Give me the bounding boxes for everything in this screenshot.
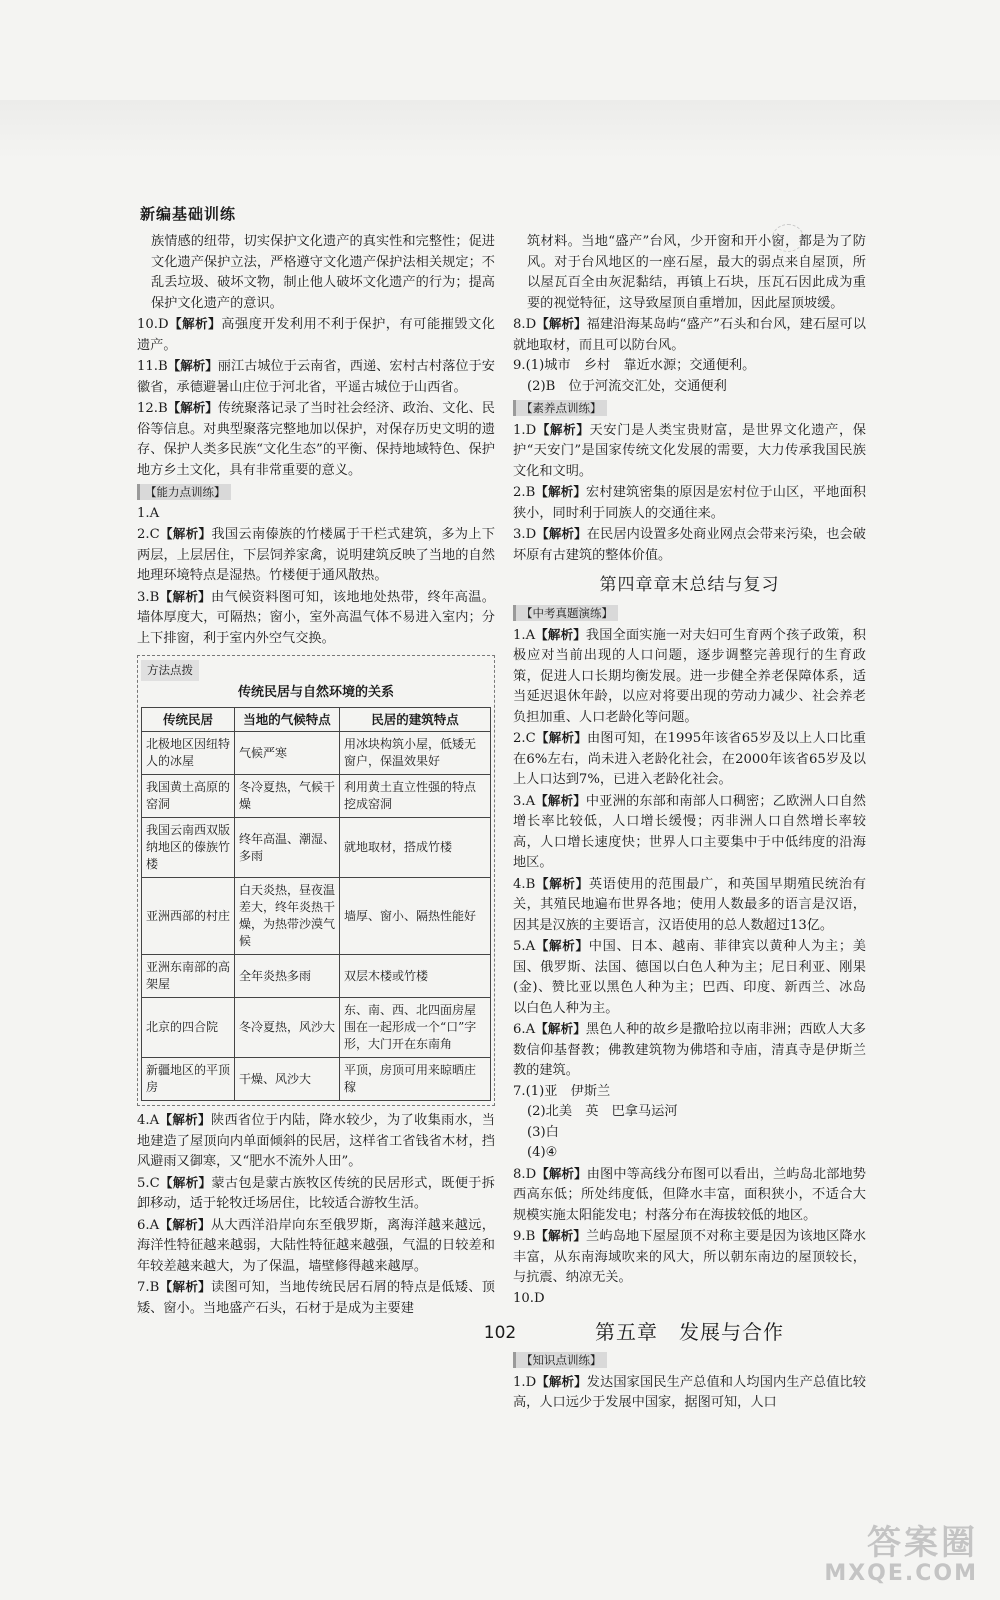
left-column bbox=[137, 232, 495, 1319]
table-cell: 终年高温、潮湿、多雨 bbox=[235, 818, 340, 878]
answer-text: 由图中等高线分布图可以看出，兰屿岛北部地势西高东低；所处纬度低，但降水丰富，面积狭小，不适合大规模实施太阳能发电；村落分布在海拔较低的地区。 bbox=[513, 1166, 866, 1223]
table-cell: 我国云南西双版纳地区的傣族竹楼 bbox=[142, 818, 235, 878]
answer-text: 城市 乡村 靠近水源；交通便利。 bbox=[544, 358, 756, 373]
dwelling-climate-table bbox=[141, 707, 491, 1101]
answer-text: 读图可知，当地传统民居石屑的特点是低矮、顶矮、窗小。当地盛产石头，石材于是成为主要建 bbox=[137, 1280, 495, 1316]
analysis-label: 【解析】 bbox=[536, 421, 590, 437]
table-cell: 利用黄土直立性强的特点挖成窑洞 bbox=[340, 775, 491, 818]
answer-number: 3.D bbox=[513, 527, 537, 542]
answer-item bbox=[513, 482, 866, 524]
analysis-label: 【解析】 bbox=[159, 1112, 211, 1127]
answer-text: 亚 伊斯兰 bbox=[544, 1083, 611, 1099]
table-cell: 东、南、西、北四面房屋围在一起形成一个“口”字形，大门开在东南角 bbox=[340, 998, 491, 1058]
chapter-title: 第五章 发展与合作 bbox=[595, 1320, 784, 1344]
table-cell: 亚洲东南部的高架屋 bbox=[142, 955, 235, 998]
answer-text: 我国云南傣族的竹楼属于干栏式建筑，多为上下两层，上层居住，下层饲养家禽，说明建筑反映了当地的自然地理环境特点是湿热。竹楼便于通风散热。 bbox=[137, 527, 495, 583]
table-header-row bbox=[142, 708, 491, 732]
analysis-label: 【解析】 bbox=[535, 1021, 586, 1036]
table-title: 传统民居与自然环境的关系 bbox=[237, 684, 394, 700]
answer-number: 3.A bbox=[513, 793, 536, 809]
watermark-logo bbox=[824, 1524, 978, 1586]
answer-item bbox=[513, 1019, 866, 1082]
table-cell: 干燥、风沙大 bbox=[235, 1058, 340, 1101]
table-row bbox=[142, 955, 491, 998]
answer-number: 8.D bbox=[513, 317, 537, 332]
paragraph: 族情感的纽带，切实保护文化遗产的真实性和完整性；促进文化遗产保护立法，严格遵守文化遗产保护法相关规定；不乱丢垃圾、破坏文物，制止他人破坏文化遗产的行为；提高保护文化遗产的意识。 bbox=[151, 234, 495, 311]
answer-text: 我国全面实施一对夫妇可生育两个孩子政策，积极应对当前出现的人口问题，逐步调整完善现行的生育政策，促进人口长期均衡发展。进一步健全养老保障体系，适当延迟退休年龄，以应对将要出现的劳动力减少、社会养老负担加重、人口老龄化等问题。 bbox=[513, 627, 866, 725]
analysis-label: 【解析】 bbox=[536, 1165, 587, 1181]
answer-text: 从大西洋沿岸向东至俄罗斯，离海洋越来越远，海洋性特征越来越弱，大陆性特征越来越强，气温的日较差和年较差越来越大，为了保温，墙壁修得越来越厚。 bbox=[137, 1217, 495, 1274]
analysis-label: 【解析】 bbox=[167, 358, 218, 373]
table-cell: 气候严寒 bbox=[235, 732, 340, 775]
analysis-label: 【解析】 bbox=[159, 526, 212, 541]
answer-item bbox=[513, 356, 866, 377]
table-row bbox=[142, 775, 491, 818]
analysis-label: 【解析】 bbox=[535, 792, 586, 808]
answer-item bbox=[513, 314, 866, 356]
analysis-label: 【解析】 bbox=[159, 1174, 212, 1190]
answer-number: 4.A bbox=[137, 1113, 160, 1128]
analysis-label: 【解析】 bbox=[536, 316, 587, 331]
chapter-heading: 第四章章末总结与复习 bbox=[599, 575, 780, 595]
answer-number: 2.B bbox=[513, 485, 536, 500]
answer-item bbox=[513, 524, 866, 566]
answer-item bbox=[513, 728, 866, 791]
answer-text: 由图可知，在1995年该省65岁及以上人口比重在6%左右，尚未进入老龄化社会，在2000年该省65岁及以上人口达到7%，已进入老龄化社会。 bbox=[513, 731, 866, 787]
section-label: 【素养点训练】 bbox=[513, 400, 607, 416]
analysis-label: 【解析】 bbox=[535, 875, 589, 891]
table-header-cell: 民居的建筑特点 bbox=[340, 708, 491, 732]
answer-number: 7.B bbox=[137, 1280, 160, 1295]
answer-text: 丽江古城位于云南省，西递、宏村古村落位于安徽省，承德避暑山庄位于河北省，平遥古城位于山西省。 bbox=[137, 359, 495, 395]
answer-text: 高强度开发利用不利于保护，有可能摧毁文化遗产。 bbox=[137, 317, 495, 353]
table-cell: 平顶，房顶可用来晾晒庄稼 bbox=[340, 1058, 491, 1101]
paragraph: (4)④ bbox=[527, 1145, 558, 1160]
analysis-label: 【解析】 bbox=[535, 730, 587, 745]
paragraph: (3)白 bbox=[527, 1124, 559, 1140]
analysis-label: 【解析】 bbox=[167, 400, 218, 415]
answer-number: 1.A bbox=[137, 505, 160, 521]
table-header-cell: 当地的气候特点 bbox=[235, 708, 340, 732]
answer-number: 9.(1) bbox=[513, 358, 545, 373]
answer-text: 传统聚落记录了当时社会经济、政治、文化、民俗等信息。对典型聚落完整地加以保护，对保存历史文明的遗存、保护人类多民族“文化生态”的平衡、保持地域特色、保护地方乡土文化，具有非常重要的意义。 bbox=[137, 401, 495, 478]
section-label-wrap bbox=[513, 1349, 866, 1372]
book-title: 新编基础训练 bbox=[140, 205, 237, 223]
table-cell: 双层木楼或竹楼 bbox=[340, 955, 491, 998]
answer-number: 2.C bbox=[137, 527, 160, 542]
watermark-text: 答案圈 bbox=[867, 1523, 978, 1563]
answer-item bbox=[513, 1226, 866, 1289]
right-column bbox=[513, 232, 866, 1414]
table-cell: 北京的四合院 bbox=[142, 998, 235, 1058]
table-cell: 就地取材，搭成竹楼 bbox=[340, 818, 491, 878]
answer-text: 兰屿岛地下屋屋顶不对称主要是因为该地区降水丰富，从东南海域吹来的风大，所以朝东南边的屋顶较长，与抗震、纳凉无关。 bbox=[513, 1229, 866, 1285]
table-cell: 冬冷夏热，气候干燥 bbox=[235, 775, 340, 818]
section-label-wrap bbox=[137, 481, 495, 504]
answer-number: 6.A bbox=[513, 1022, 536, 1037]
scan-shadow bbox=[0, 100, 1000, 160]
table-row bbox=[142, 818, 491, 878]
answer-number: 1.D bbox=[513, 422, 537, 438]
section-label: 【知识点训练】 bbox=[513, 1352, 607, 1368]
table-cell: 墙厚、窗小、隔热性能好 bbox=[340, 878, 491, 955]
table-cell: 冬冷夏热，风沙大 bbox=[235, 998, 340, 1058]
analysis-label: 【解析】 bbox=[159, 1216, 211, 1232]
paragraph: 筑材料。当地“盛产”台风，少开窗和开小窗，都是为了防风。对于台风地区的一座石屋，最大的弱点来自屋顶，所以屋瓦百全由灰泥黏结，再镇上石块，压瓦石因此成为重要的视觉特征，这导致屋顶自重增加，因此屋顶坡缓。 bbox=[527, 234, 866, 311]
answer-text: 中国、日本、越南、菲律宾以黄种人为主；美国、俄罗斯、法国、德国以白色人种为主；尼日利亚、刚果(金)、赞比亚以黑色人种为主；巴西、印度、新西兰、冰岛以白色人种为主。 bbox=[513, 939, 866, 1016]
table-cell: 全年炎热多雨 bbox=[235, 955, 340, 998]
table-row bbox=[142, 998, 491, 1058]
section-label: 【能力点训练】 bbox=[137, 484, 231, 500]
analysis-label: 【解析】 bbox=[535, 626, 586, 642]
analysis-label: 【解析】 bbox=[159, 588, 212, 604]
table-cell: 我国黄土高原的窑洞 bbox=[142, 775, 235, 818]
answer-item bbox=[137, 356, 495, 398]
section-label-wrap bbox=[513, 397, 866, 420]
answer-text: 福建沿海某岛屿“盛产”石头和台风，建石屋可以就地取材，而且可以防台风。 bbox=[513, 317, 866, 353]
answer-item bbox=[137, 587, 495, 650]
page-number: 102 bbox=[483, 1323, 517, 1343]
answer-number: 8.D bbox=[513, 1166, 537, 1182]
answer-text: 由气候资料图可知，该地地处热带，终年高温。墙体厚度大，可隔热；窗小，室外高温气体不易进入室内；分上下排窗，利于室内外空气交换。 bbox=[137, 589, 495, 646]
answer-text: 中亚洲的东部和南部人口稠密；乙欧洲人口自然增长率比较低，人口增长缓慢；丙非洲人口自然增长率较高，人口增长速度快；世界人口主要集中于中低纬度的沿海地区。 bbox=[513, 793, 866, 870]
answer-item bbox=[513, 1164, 866, 1227]
analysis-label: 【解析】 bbox=[536, 1373, 587, 1389]
answer-text: 蒙古包是蒙古族牧区传统的民居形式，既便于拆卸移动，适于轮牧迁场居住，比较适合游牧生活。 bbox=[137, 1175, 495, 1211]
answer-number: 5.C bbox=[137, 1175, 160, 1191]
method-tip-label: 方法点拨 bbox=[141, 660, 199, 681]
analysis-label: 【解析】 bbox=[168, 316, 222, 331]
answer-number: 3.B bbox=[137, 589, 160, 605]
answer-number: 5.A bbox=[513, 939, 536, 954]
answer-text: 宏村建筑密集的原因是宏村位于山区，平地面积狭小，同时利于同族人的交通往来。 bbox=[513, 485, 866, 521]
answer-text: 天安门是人类宝贵财富，是世界文化遗产，保护“天安门”是国家传统文化发展的需要，大力传承我国民族文化和文明。 bbox=[513, 422, 866, 479]
table-cell: 白天炎热，昼夜温差大，终年炎热干燥，为热带沙漠气候 bbox=[235, 878, 340, 955]
paragraph: (2)B 位于河流交汇处，交通便利 bbox=[527, 378, 727, 394]
answer-text: 发达国家国民生产总值和人均国内生产总值比较高，人口远少于发展中国家，据图可知，人口 bbox=[513, 1374, 866, 1410]
analysis-label: 【解析】 bbox=[535, 938, 589, 953]
answer-item bbox=[137, 398, 495, 481]
answer-text: 英语使用的范围最广，和英国早期殖民统治有关，其殖民地遍布世界各地；使用人数最多的语言是汉语，因其是汉族的主要语言，汉语使用的总人数超过13亿。 bbox=[513, 876, 866, 933]
answer-text: 黑色人种的故乡是撒哈拉以南非洲；西欧人大多数信仰基督教；佛教建筑物为佛塔和寺庙，清真寺是伊斯兰教的建筑。 bbox=[513, 1022, 866, 1078]
answer-item bbox=[513, 1289, 866, 1310]
answer-item bbox=[137, 1173, 495, 1215]
table-cell: 北极地区因纽特人的冰屋 bbox=[142, 732, 235, 775]
analysis-label: 【解析】 bbox=[159, 1279, 212, 1294]
table-row bbox=[142, 1058, 491, 1101]
answer-item bbox=[513, 1082, 866, 1103]
answer-item bbox=[513, 874, 866, 937]
answer-number: 1.A bbox=[513, 627, 536, 643]
paragraph: (2)北美 英 巴拿马运河 bbox=[527, 1104, 678, 1119]
answer-number: 4.B bbox=[513, 876, 536, 892]
answer-number: 10.D bbox=[513, 1290, 545, 1306]
answer-item bbox=[137, 314, 495, 356]
answer-item bbox=[137, 524, 495, 587]
answer-item bbox=[513, 791, 866, 874]
answer-number: 6.A bbox=[137, 1217, 160, 1233]
answer-text: 陕西省位于内陆，降水较少，为了收集雨水，当地建造了屋顶向内单面倾斜的民居，这样省工省钱省木材，挡风避雨又御寒，又“肥水不流外人田”。 bbox=[137, 1113, 495, 1169]
watermark-url: MXQE.COM bbox=[824, 1561, 978, 1586]
answer-number: 9.B bbox=[513, 1229, 536, 1244]
answer-number: 2.C bbox=[513, 731, 536, 746]
table-cell: 亚洲西部的村庄 bbox=[142, 878, 235, 955]
table-row bbox=[142, 732, 491, 775]
table-row bbox=[142, 878, 491, 955]
answer-item bbox=[137, 1215, 495, 1278]
analysis-label: 【解析】 bbox=[536, 526, 587, 541]
method-tip-box bbox=[137, 655, 495, 1106]
answer-number: 11.B bbox=[137, 359, 168, 374]
analysis-label: 【解析】 bbox=[535, 484, 587, 499]
table-cell: 新疆地区的平顶房 bbox=[142, 1058, 235, 1101]
answer-number: 1.D bbox=[513, 1374, 537, 1390]
answer-item bbox=[137, 1110, 495, 1173]
answer-number: 7.(1) bbox=[513, 1083, 545, 1099]
answer-item bbox=[137, 1277, 495, 1319]
answer-number: 12.B bbox=[137, 401, 168, 416]
table-cell: 用冰块构筑小屋，低矮无窗户，保温效果好 bbox=[340, 732, 491, 775]
answer-item bbox=[513, 1372, 866, 1414]
section-label: 【中考真题演练】 bbox=[513, 605, 618, 621]
analysis-label: 【解析】 bbox=[535, 1228, 587, 1243]
section-label-wrap bbox=[513, 602, 866, 625]
answer-number: 10.D bbox=[137, 317, 169, 332]
answer-item bbox=[137, 504, 495, 525]
table-header-cell: 传统民居 bbox=[142, 708, 235, 732]
answer-item bbox=[513, 420, 866, 483]
answer-text: 在民居内设置多处商业网点会带来污染，也会破坏原有古建筑的整体价值。 bbox=[513, 527, 866, 563]
answer-item bbox=[513, 936, 866, 1019]
answer-item bbox=[513, 625, 866, 729]
